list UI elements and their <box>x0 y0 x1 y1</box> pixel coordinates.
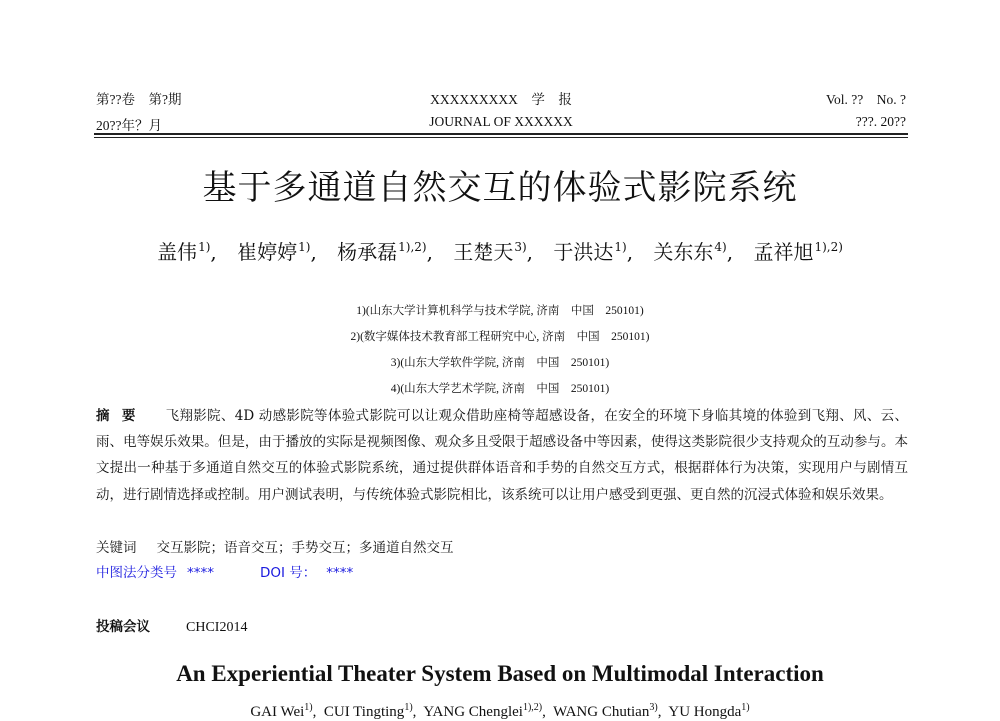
author: 关东东$^{4)}$ <box>653 240 727 264</box>
affiliation-3: 3)(山东大学软件学院, 济南 中国 250101) <box>390 357 610 369</box>
header-rule-thin <box>94 137 908 138</box>
abstract-text: 飞翔影院、4D 动感影院等体验式影院可以让观众借助座椅等超感设备，在安全的环境下身临其境的体验到飞翔、风、云、雨、电等娱乐效果。但是，由于播放的实际是视频图像、观众多且受限于超感设备中等因素，使得这类影院很少支持观众的互动参与。本文提出一种基于多通道自然交互的体验式影院系统，通过提供群体语音和手势的自然交互方式，根据群体行为决策，实现用户与剧情互动，进行剧情选择或控制。用户测试表明，与传统体验式影院相比，该系统可以让用户感受到更强、更自然的沉浸式体验和娱乐效果。 <box>96 408 908 503</box>
conference <box>96 615 247 636</box>
english-title: An Experiential Theater System Based on Multimodal Interaction <box>176 661 824 686</box>
journal-name-en: JOURNAL OF XXXXXX <box>429 114 573 129</box>
author: 杨承磊$^{1),2)}$ <box>337 240 427 264</box>
conference-label: 投稿会议 <box>96 619 150 635</box>
affiliation-2: 2)(数字媒体技术教育部工程研究中心, 济南 中国 250101) <box>350 331 650 343</box>
author: 孟祥旭$^{1),2)}$ <box>753 240 843 264</box>
author: 崔婷婷$^{1)}$ <box>237 240 311 264</box>
keywords-text: 交互影院；语音交互；手势交互；多通道自然交互 <box>156 540 454 556</box>
classification <box>96 561 363 581</box>
author-list: 盖伟$^{1)}$, 崔婷婷$^{1)}$, 杨承磊$^{1),2)}$, 王楚天$^{3)}$, 于洪达$^{1)}$, 关东东$^{4)}$, 孟祥旭$^{1),2)}$ <box>157 240 843 264</box>
abstract <box>96 403 908 508</box>
paper-title: 基于多通道自然交互的体验式影院系统 <box>202 168 798 208</box>
english-author-list: GAI Wei$^{1)}$, CUI Tingting$^{1)}$, YANG Chenglei$^{1),2)}$, WANG Chutian$^{3)}$, YU Hongda$^{1)}$ <box>250 702 750 720</box>
author: 于洪达$^{1)}$ <box>553 240 627 264</box>
author: 盖伟$^{1)}$ <box>157 240 211 264</box>
header-rule-thick <box>94 133 908 135</box>
doi-label: DOI 号： <box>260 565 317 581</box>
journal-name-cn: XXXXXXXXX 学 报 <box>430 92 572 107</box>
doi-value: **** <box>326 565 354 581</box>
conference-value: CHCI2014 <box>186 620 248 635</box>
abstract-label: 摘要 <box>96 408 148 424</box>
affiliation-4: 4)(山东大学艺术学院, 济南 中国 250101) <box>390 383 610 395</box>
keywords-label: 关键词 <box>96 540 137 556</box>
clc-value: **** <box>187 565 214 581</box>
year-month: 20??年？月 <box>96 118 162 133</box>
author: 王楚天$^{3)}$ <box>453 240 527 264</box>
date-en: ???. 20?? <box>855 114 906 129</box>
affiliation-1: 1)(山东大学计算机科学与技术学院, 济南 中国 250101) <box>356 305 644 317</box>
clc-label: 中图法分类号 <box>96 565 177 581</box>
volume-number-en: Vol. ?? No. ? <box>826 92 906 107</box>
volume-issue: 第??卷 第?期 <box>96 92 182 107</box>
keywords <box>96 536 454 556</box>
